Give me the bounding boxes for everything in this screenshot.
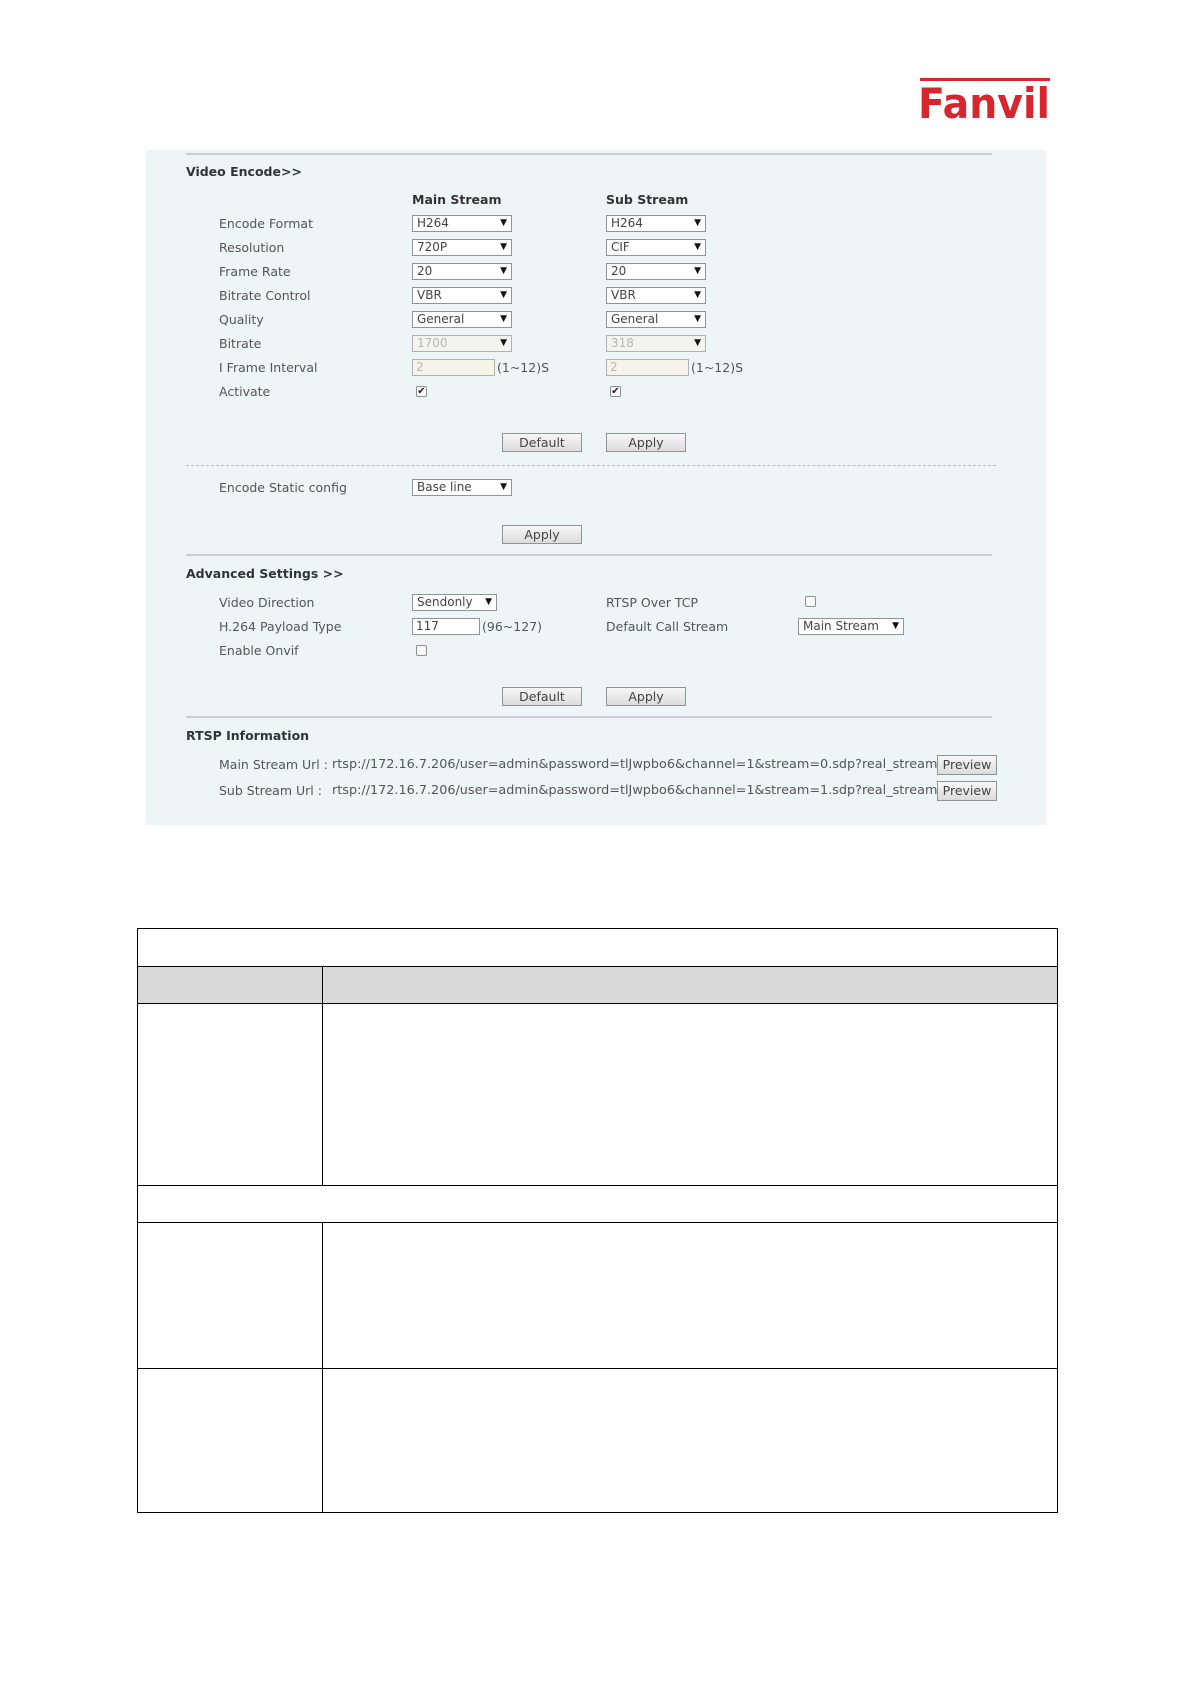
sub-bitrate-select[interactable]: 318 ▼ <box>606 335 706 352</box>
dashed-divider <box>186 465 996 466</box>
advanced-settings-title: Advanced Settings >> <box>186 566 344 581</box>
sub-i-frame-interval-input[interactable]: 2 <box>606 359 689 376</box>
dropdown-arrow-icon: ▼ <box>500 218 507 228</box>
dropdown-arrow-icon: ▼ <box>500 338 507 348</box>
main-bitrate-control-select[interactable]: VBR ▼ <box>412 287 512 304</box>
video-direction-label: Video Direction <box>219 595 315 610</box>
video-settings-panel <box>146 150 1046 825</box>
sub-quality-select[interactable]: General ▼ <box>606 311 706 328</box>
table-header-row <box>138 966 1057 1003</box>
dropdown-arrow-icon: ▼ <box>892 621 899 631</box>
dropdown-arrow-icon: ▼ <box>694 218 701 228</box>
encode-static-config-select[interactable]: Base line ▼ <box>412 479 512 496</box>
sub-frame-rate-select[interactable]: 20 ▼ <box>606 263 706 280</box>
table-column-divider <box>322 1222 323 1513</box>
sub-i-frame-range: (1~12)S <box>691 360 744 375</box>
h264-payload-type-label: H.264 Payload Type <box>219 619 342 634</box>
rtsp-information-title: RTSP Information <box>186 728 310 743</box>
quality-label: Quality <box>219 312 264 327</box>
rtsp-over-tcp-checkbox[interactable] <box>805 596 816 607</box>
divider <box>186 554 992 556</box>
dropdown-arrow-icon: ▼ <box>500 314 507 324</box>
video-direction-select[interactable]: Sendonly ▼ <box>412 594 497 611</box>
main-quality-select[interactable]: General ▼ <box>412 311 512 328</box>
dropdown-arrow-icon: ▼ <box>694 314 701 324</box>
divider <box>186 153 992 155</box>
video-encode-apply-button[interactable]: Apply <box>606 433 686 452</box>
dropdown-arrow-icon: ▼ <box>500 290 507 300</box>
dropdown-arrow-icon: ▼ <box>500 482 507 492</box>
dropdown-arrow-icon: ▼ <box>500 242 507 252</box>
parameter-table <box>137 928 1058 1513</box>
sub-stream-header: Sub Stream <box>606 192 689 207</box>
payload-type-range: (96~127) <box>482 619 542 634</box>
main-stream-header: Main Stream <box>412 192 502 207</box>
enable-onvif-label: Enable Onvif <box>219 643 299 658</box>
sub-encode-format-select[interactable]: H264 ▼ <box>606 215 706 232</box>
advanced-apply-button[interactable]: Apply <box>606 687 686 706</box>
sub-resolution-select[interactable]: CIF ▼ <box>606 239 706 256</box>
advanced-default-button[interactable]: Default <box>502 687 582 706</box>
bitrate-label: Bitrate <box>219 336 262 351</box>
bitrate-control-label: Bitrate Control <box>219 288 311 303</box>
main-stream-url: rtsp://172.16.7.206/user=admin&password=tlJwpbo6&channel=1&stream=0.sdp?real_stream <box>332 757 938 772</box>
fanvil-logo <box>918 78 1050 122</box>
rtsp-over-tcp-label: RTSP Over TCP <box>606 595 699 610</box>
table-row <box>138 966 1057 967</box>
sub-activate-checkbox[interactable]: ✔ <box>611 386 620 397</box>
encode-format-label: Encode Format <box>219 216 313 231</box>
table-row <box>138 1185 1057 1186</box>
encode-static-apply-button[interactable]: Apply <box>502 525 582 544</box>
default-call-stream-label: Default Call Stream <box>606 619 729 634</box>
main-i-frame-interval-input[interactable]: 2 <box>412 359 495 376</box>
main-frame-rate-select[interactable]: 20 ▼ <box>412 263 512 280</box>
frame-rate-label: Frame Rate <box>219 264 291 279</box>
table-row <box>138 1003 1057 1004</box>
i-frame-interval-label: I Frame Interval <box>219 360 318 375</box>
main-resolution-select[interactable]: 720P ▼ <box>412 239 512 256</box>
dropdown-arrow-icon: ▼ <box>485 597 492 607</box>
table-row <box>138 1222 1057 1223</box>
video-encode-default-button[interactable]: Default <box>502 433 582 452</box>
sub-stream-url-label: Sub Stream Url : <box>219 783 322 798</box>
main-i-frame-range: (1~12)S <box>497 360 550 375</box>
main-activate-checkbox[interactable]: ✔ <box>417 386 426 397</box>
dropdown-arrow-icon: ▼ <box>500 266 507 276</box>
video-encode-title: Video Encode>> <box>186 164 302 179</box>
activate-label: Activate <box>219 384 271 399</box>
dropdown-arrow-icon: ▼ <box>694 290 701 300</box>
divider <box>186 716 992 718</box>
sub-stream-url: rtsp://172.16.7.206/user=admin&password=tlJwpbo6&channel=1&stream=1.sdp?real_stream <box>332 783 938 798</box>
default-call-stream-select[interactable]: Main Stream ▼ <box>798 618 904 635</box>
main-stream-url-label: Main Stream Url : <box>219 757 328 772</box>
main-encode-format-select[interactable]: H264 ▼ <box>412 215 512 232</box>
main-stream-preview-button[interactable]: Preview <box>937 755 997 775</box>
enable-onvif-checkbox[interactable] <box>416 645 427 656</box>
encode-static-config-label: Encode Static config <box>219 480 347 495</box>
h264-payload-type-input[interactable]: 117 <box>412 618 480 635</box>
dropdown-arrow-icon: ▼ <box>694 338 701 348</box>
svg-text:Fanvil: Fanvil <box>918 79 1050 122</box>
table-row <box>138 1368 1057 1369</box>
dropdown-arrow-icon: ▼ <box>694 242 701 252</box>
main-bitrate-select[interactable]: 1700 ▼ <box>412 335 512 352</box>
sub-bitrate-control-select[interactable]: VBR ▼ <box>606 287 706 304</box>
dropdown-arrow-icon: ▼ <box>694 266 701 276</box>
resolution-label: Resolution <box>219 240 285 255</box>
sub-stream-preview-button[interactable]: Preview <box>937 781 997 801</box>
table-column-divider <box>322 966 323 1185</box>
